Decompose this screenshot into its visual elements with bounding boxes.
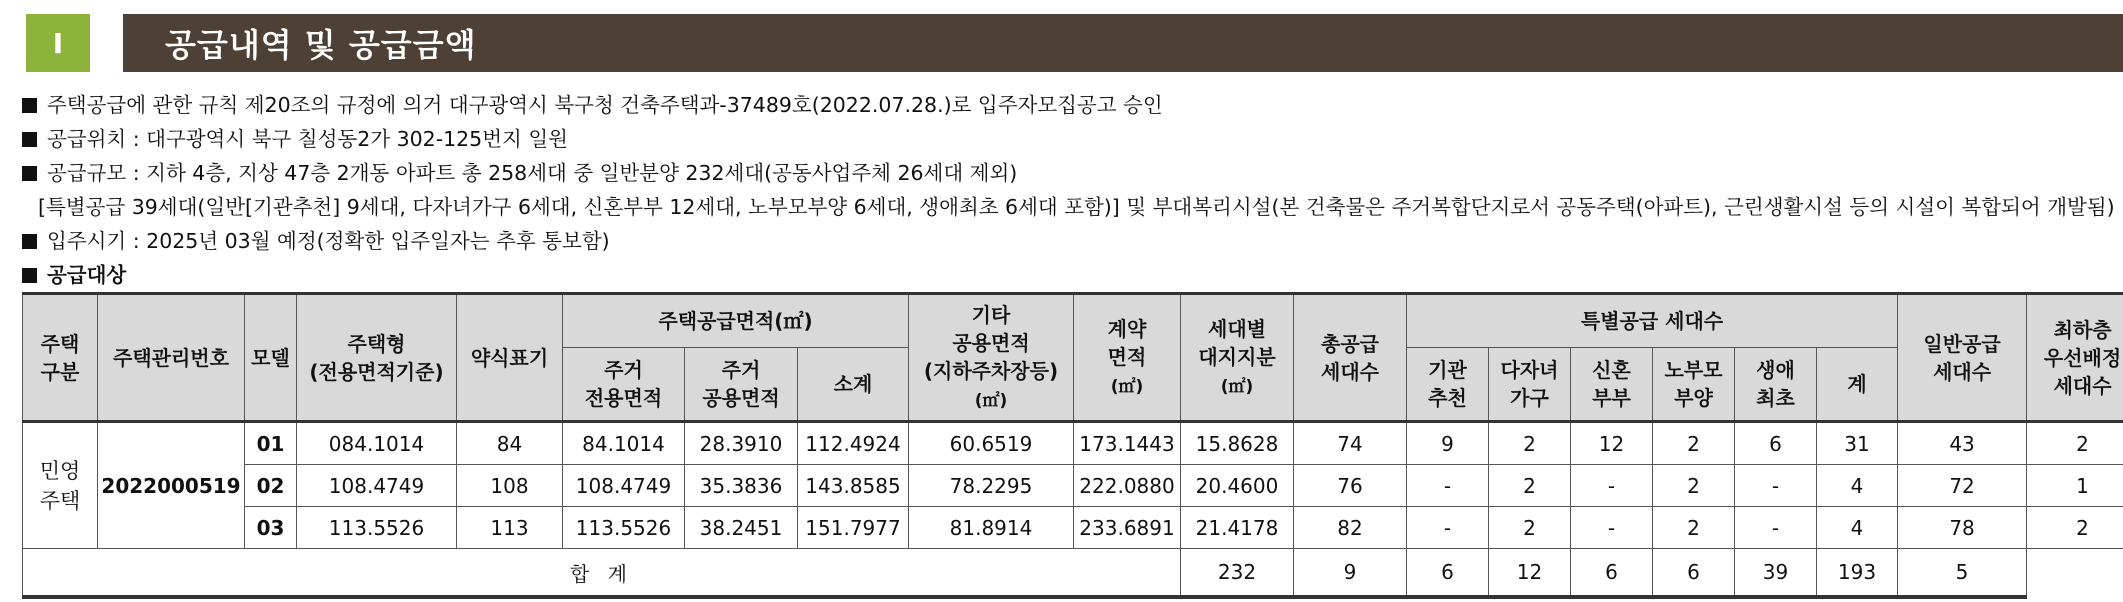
cell-total: 76 [1294,465,1407,507]
cell-abbr: 113 [457,507,563,549]
cell-total-general: 193 [1817,549,1898,598]
cell-newlywed: - [1571,465,1653,507]
cell-sptotal: 31 [1817,422,1898,465]
table-row [23,507,2123,549]
cell-total-parents: 6 [1571,549,1653,598]
th-abbr: 약식표기 [457,294,563,422]
cell-total: 82 [1294,507,1407,549]
cell-lowest: 2 [2027,422,2123,465]
cell-common: 35.3836 [685,465,798,507]
cell-sub: 112.4924 [798,422,909,465]
table-row [23,465,2123,507]
supply-table [22,292,2123,599]
cell-lowest: 1 [2027,465,2123,507]
th-special-supply: 특별공급 세대수 [1407,294,1898,348]
th-sp-agency: 기관 추천 [1407,348,1489,422]
th-total-units: 총공급 세대수 [1294,294,1407,422]
cell-total-units: 232 [1181,549,1294,598]
cell-agency: - [1407,465,1489,507]
cell-common: 38.2451 [685,507,798,549]
section-title: 공급내역 및 공급금액 [123,14,2123,72]
cell-general: 72 [1898,465,2027,507]
section-header [26,14,2123,72]
totals-row [23,549,2123,598]
cell-sub: 151.7977 [798,507,909,549]
cell-multi: 2 [1489,422,1571,465]
note-special-supply: [특별공급 39세대(일반[기관추천] 9세대, 다자녀가구 6세대, 신혼부부 12세대, 노부모부양 6세대, 생애최초 6세대 포함)] 및 부대복리시설(본 건축물은 주거복합단지로서 공동주택(아파트), 근린생활시설 등의 시설이 복합되어 개발됨) [38,195,2115,219]
th-housing-type: 주택 구분 [23,294,98,422]
bullet-square-icon [22,234,37,249]
cell-total-lowest: 5 [1898,549,2027,598]
th-sp-parents: 노부모 부양 [1653,348,1735,422]
cell-contract: 222.0880 [1074,465,1181,507]
th-model: 모델 [245,294,297,422]
cell-contract: 173.1443 [1074,422,1181,465]
cell-first: 6 [1735,422,1817,465]
cell-multi: 2 [1489,507,1571,549]
th-contract-area: 계약 면적 (㎡) [1074,294,1181,422]
cell-other: 81.8914 [909,507,1074,549]
cell-mgmt-number: 2022000519 [98,422,245,549]
bullet-square-icon [22,166,37,181]
cell-type: 113.5526 [297,507,457,549]
cell-first: - [1735,507,1817,549]
cell-type: 084.1014 [297,422,457,465]
cell-parents: 2 [1653,465,1735,507]
note-supply-target: 공급대상 [22,258,2122,292]
notes-list [22,88,2122,292]
cell-parents: 2 [1653,422,1735,465]
cell-agency: - [1407,507,1489,549]
th-sp-first: 생애 최초 [1735,348,1817,422]
cell-common: 28.3910 [685,422,798,465]
th-sp-multi: 다자녀 가구 [1489,348,1571,422]
bullet-square-icon [22,132,37,147]
th-res-exclusive: 주거 전용면적 [563,348,685,422]
cell-other: 78.2295 [909,465,1074,507]
cell-total-newlywed: 12 [1489,549,1571,598]
cell-excl: 84.1014 [563,422,685,465]
note-location: 공급위치 : 대구광역시 북구 칠성동2가 302-125번지 일원 [22,122,2122,156]
th-house-type: 주택형 (전용면적기준) [297,294,457,422]
cell-land: 15.8628 [1181,422,1294,465]
cell-sptotal: 4 [1817,507,1898,549]
cell-general: 43 [1898,422,2027,465]
cell-first: - [1735,465,1817,507]
th-sp-total: 계 [1817,348,1898,422]
th-sp-newlywed: 신혼 부부 [1571,348,1653,422]
cell-model: 02 [245,465,297,507]
cell-abbr: 84 [457,422,563,465]
th-land-share: 세대별 대지지분 (㎡) [1181,294,1294,422]
cell-parents: 2 [1653,507,1735,549]
cell-land: 20.4600 [1181,465,1294,507]
cell-newlywed: - [1571,507,1653,549]
cell-general: 78 [1898,507,2027,549]
cell-newlywed: 12 [1571,422,1653,465]
cell-housing-group: 민영 주택 [23,422,98,549]
th-res-common: 주거 공용면적 [685,348,798,422]
th-lowest-floor: 최하층 우선배정 세대수 [2027,294,2123,422]
cell-total-sptotal: 39 [1735,549,1817,598]
cell-total-multi: 6 [1407,549,1489,598]
cell-other: 60.6519 [909,422,1074,465]
cell-sptotal: 4 [1817,465,1898,507]
cell-contract: 233.6891 [1074,507,1181,549]
cell-agency: 9 [1407,422,1489,465]
cell-land: 21.4178 [1181,507,1294,549]
th-subtotal: 소계 [798,348,909,422]
cell-excl: 113.5526 [563,507,685,549]
cell-abbr: 108 [457,465,563,507]
note-approval: 주택공급에 관한 규칙 제20조의 규정에 의거 대구광역시 북구청 건축주택과-37489호(2022.07.28.)로 입주자모집공고 승인 [22,88,2122,122]
table-row [23,422,2123,465]
th-general: 일반공급 세대수 [1898,294,2027,422]
bullet-square-icon [22,98,37,113]
cell-multi: 2 [1489,465,1571,507]
section-number: I [26,14,90,72]
cell-type: 108.4749 [297,465,457,507]
note-scale: 공급규모 : 지하 4층, 지상 47층 2개동 아파트 총 258세대 중 일반분양 232세대(공동사업주체 26세대 제외) [22,156,2122,190]
cell-excl: 108.4749 [563,465,685,507]
cell-total-agency: 9 [1294,549,1407,598]
cell-total-first: 6 [1653,549,1735,598]
th-mgmt-no: 주택관리번호 [98,294,245,422]
cell-total: 74 [1294,422,1407,465]
cell-lowest: 2 [2027,507,2123,549]
cell-model: 01 [245,422,297,465]
bullet-square-icon [22,268,37,283]
note-move-in: 입주시기 : 2025년 03월 예정(정확한 입주일자는 추후 통보함) [22,224,2122,258]
cell-model: 03 [245,507,297,549]
cell-sub: 143.8585 [798,465,909,507]
th-supply-area: 주택공급면적(㎡) [563,294,909,348]
cell-total-label: 합 계 [23,549,1181,598]
th-other-common: 기타 공용면적 (지하주차장등) (㎡) [909,294,1074,422]
